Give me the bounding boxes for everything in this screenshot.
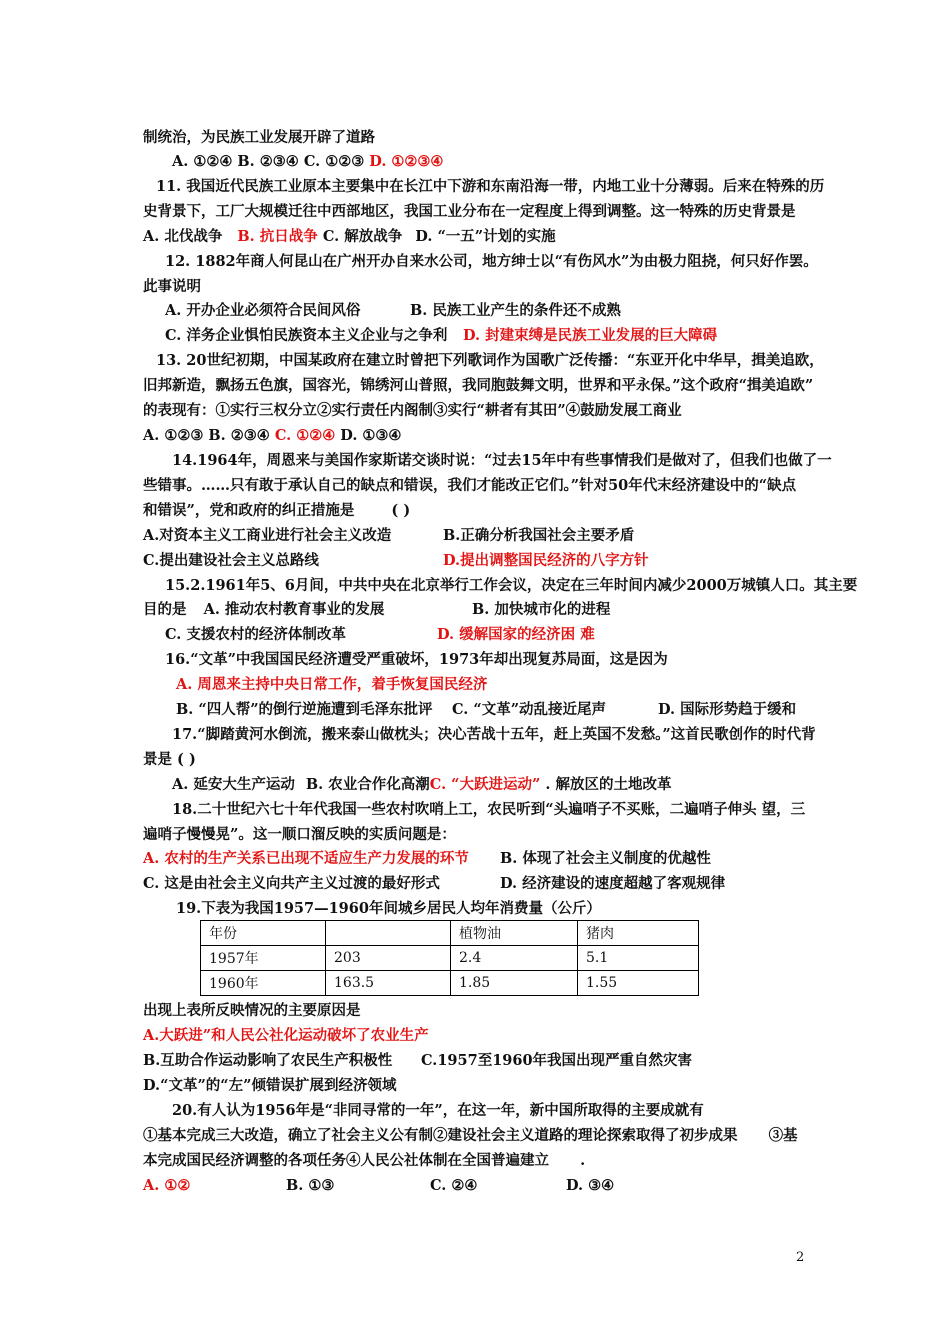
q15-option-c: C. 支援农村的经济体制改革 — [165, 626, 346, 643]
option-c-answer: C. “大跃进运动” — [429, 776, 541, 793]
table-header-cell: 植物油 — [451, 921, 578, 946]
option-c-answer: C. ①②④ — [274, 427, 336, 444]
table-header-row — [201, 921, 699, 946]
q12-option-d-answer: D. 封建束缚是民族工业发展的巨大障碍 — [463, 327, 718, 344]
q16-stem: 16.“文革”中我国国民经济遭受严重破坏，1973年却出现复苏局面，这是因为 — [165, 651, 668, 668]
q12-option-b: B. 民族工业产生的条件还不成熟 — [410, 302, 621, 319]
option-b: B. ②③④ — [237, 153, 299, 170]
q15-stem-line2 — [143, 600, 384, 620]
q13-stem-line3: 的表现有：①实行三权分立②实行责任内阁制③实行“耕者有其田”④鼓励发展工商业 — [143, 402, 682, 419]
q14-option-a: A.对资本主义工商业进行社会主义改造 — [143, 527, 392, 544]
table-header-cell: 猪肉 — [578, 921, 699, 946]
q19-option-d: D.“文革”的“左”倾错误扩展到经济领域 — [143, 1077, 397, 1094]
q14-stem-line1: 14.1964年，周恩来与美国作家斯诺交谈时说：“过去15年中有些事情我们是做对了，但我们也做了一 — [172, 452, 832, 469]
option-b: B. 农业合作化高潮 — [305, 776, 430, 793]
table-cell: 1957年 — [201, 946, 326, 971]
option-d: D. ①③④ — [340, 427, 402, 444]
q17-stem-line1: 17.“脚踏黄河水倒流，搬来泰山做枕头；决心苦战十五年，赶上英国不发愁。”这首民歌创作的时代背 — [172, 726, 816, 743]
q11-stem-line1: 11. 我国近代民族工业原本主要集中在长江中下游和东南沿海一带，内地工业十分薄弱。后来在特殊的历 — [156, 178, 825, 195]
q14-stem-line3 — [143, 501, 410, 521]
table-header-cell: 年份 — [201, 921, 326, 946]
q16-option-b: B. “四人帮”的倒行逆施遭到毛泽东批评 — [176, 701, 433, 718]
table-row — [201, 971, 699, 996]
q14-option-b: B.正确分析我国社会主要矛盾 — [443, 527, 635, 544]
q18-option-a-answer: A. 农村的生产关系已出现不适应生产力发展的环节 — [143, 850, 469, 867]
q15-option-d-answer: D. 缓解国家的经济困 难 — [437, 626, 595, 643]
q19-option-c: C.1957至1960年我国出现严重自然灾害 — [421, 1052, 693, 1069]
q18-stem-line1: 18.二十世纪六七十年代我国一些农村吹哨上工，农民听到“头遍哨子不买账，二遍哨子伸头 望，三 — [172, 801, 806, 818]
table-cell: 1960年 — [201, 971, 326, 996]
option-a: A. ①②④ — [172, 153, 233, 170]
table-cell: 2.4 — [451, 946, 578, 971]
text: 制统治，为民族工业发展开辟了道路 — [143, 129, 375, 146]
q19-option-a-answer: A.大跃进”和人民公社化运动破坏了农业生产 — [143, 1027, 429, 1044]
option-d-answer: D. ①②③④ — [369, 153, 444, 170]
option-a: A. ①②③ — [143, 427, 204, 444]
q16-option-a-answer: A. 周恩来主持中央日常工作，着手恢复国民经济 — [176, 676, 488, 693]
q12-stem-line2: 此事说明 — [143, 278, 201, 295]
q15-option-b: B. 加快城市化的进程 — [472, 601, 611, 618]
text-line — [143, 128, 375, 148]
table-cell: 1.55 — [578, 971, 699, 996]
text: 本完成国民经济调整的各项任务④人民公社体制在全国普遍建立 — [143, 1152, 549, 1169]
option-d: . 解放区的土地改革 — [545, 776, 672, 793]
text: 目的是 — [143, 601, 187, 618]
option-c: C. 解放战争 — [322, 228, 403, 245]
table-header-cell — [326, 921, 451, 946]
option-c: C. ①②③ — [303, 153, 365, 170]
q16-option-c: C. “文革”动乱接近尾声 — [452, 701, 607, 718]
q20-option-a-answer: A. ①② — [143, 1177, 191, 1194]
option-b-answer: B. 抗日战争 — [237, 228, 318, 245]
q17-stem-line2: 景是 ( ) — [143, 751, 196, 768]
option-a: A. 推动农村教育事业的发展 — [203, 601, 385, 618]
text: 和错误”，党和政府的纠正措施是 — [143, 502, 355, 519]
q20-option-d: D. ③④ — [566, 1177, 615, 1194]
q14-option-c: C.提出建设社会主义总路线 — [143, 552, 319, 569]
q14-stem-line2: 些错事。……只有敢于承认自己的缺点和错误，我们才能改正它们。”针对50年代末经济建设中的“缺点 — [143, 477, 797, 494]
q13-stem-line1: 13. 20世纪初期，中国某政府在建立时曾把下列歌词作为国歌广泛传播：“东亚开化中华早，揖美追欧， — [156, 352, 824, 369]
q11-options — [143, 227, 556, 247]
text: ③基 — [768, 1127, 798, 1144]
q17-options — [172, 775, 672, 795]
consumption-table — [200, 920, 699, 996]
q12-stem-line1: 12. 1882年商人何昆山在广州开办自来水公司，地方绅士以“有伤风水”为由极力阻挠，何只好作罢。 — [165, 253, 818, 270]
q16-option-d: D. 国际形势趋于缓和 — [658, 701, 797, 718]
option-a: A. 延安大生产运动 — [172, 776, 295, 793]
q13-stem-line2: 旧邦新造，飘扬五色旗，国容光，锦绣河山普照，我同胞鼓舞文明，世界和平永保。”这个政府“揖美追欧” — [143, 377, 814, 394]
q15-stem-line1: 15.2.1961年5、6月间，中共中央在北京举行工作会议，决定在三年时间内减少2000万城镇人口。其主要 — [165, 577, 858, 594]
page-number: 2 — [796, 1250, 805, 1265]
q19-question: 出现上表所反映情况的主要原因是 — [143, 1002, 361, 1019]
q20-option-b: B. ①③ — [286, 1177, 335, 1194]
q10-options — [172, 152, 443, 172]
q20-stem-line1: 20.有人认为1956年是“非同寻常的一年”，在这一年，新中国所取得的主要成就有 — [172, 1102, 704, 1119]
option-a: A. 北伐战争 — [143, 228, 223, 245]
q18-option-b: B. 体现了社会主义制度的优越性 — [500, 850, 711, 867]
table-cell: 1.85 — [451, 971, 578, 996]
option-d: D. “一五”计划的实施 — [415, 228, 556, 245]
text: ①基本完成三大改造，确立了社会主义公有制②建设社会主义道路的理论探索取得了初步成果 — [143, 1127, 738, 1144]
table-row — [201, 946, 699, 971]
q12-option-c: C. 洋务企业惧怕民族资本主义企业与之争利 — [165, 327, 448, 344]
q18-option-c: C. 这是由社会主义向共产主义过渡的最好形式 — [143, 875, 440, 892]
q20-stem-line3 — [143, 1151, 585, 1171]
q18-stem-line2: 遍哨子慢慢晃”。这一顺口溜反映的实质问题是： — [143, 826, 456, 843]
table-cell: 5.1 — [578, 946, 699, 971]
q19-stem: 19.下表为我国1957—1960年间城乡居民人均年消费量（公斤） — [176, 900, 601, 917]
q11-stem-line2: 史背景下，工厂大规模迁往中西部地区，我国工业分布在一定程度上得到调整。这一特殊的历史背景是 — [143, 203, 796, 220]
answer-blank: ( ) — [391, 502, 411, 519]
text: . — [580, 1152, 586, 1169]
q20-stem-line2 — [143, 1126, 798, 1146]
q18-option-d: D. 经济建设的速度超越了客观规律 — [500, 875, 726, 892]
q20-option-c: C. ②④ — [430, 1177, 478, 1194]
q13-options — [143, 426, 401, 446]
option-b: B. ②③④ — [208, 427, 270, 444]
q14-option-d-answer: D.提出调整国民经济的八字方针 — [443, 552, 649, 569]
table-cell: 163.5 — [326, 971, 451, 996]
table-cell: 203 — [326, 946, 451, 971]
q19-option-b: B.互助合作运动影响了农民生产积极性 — [143, 1052, 393, 1069]
q12-option-a: A. 开办企业必须符合民间风俗 — [165, 302, 361, 319]
